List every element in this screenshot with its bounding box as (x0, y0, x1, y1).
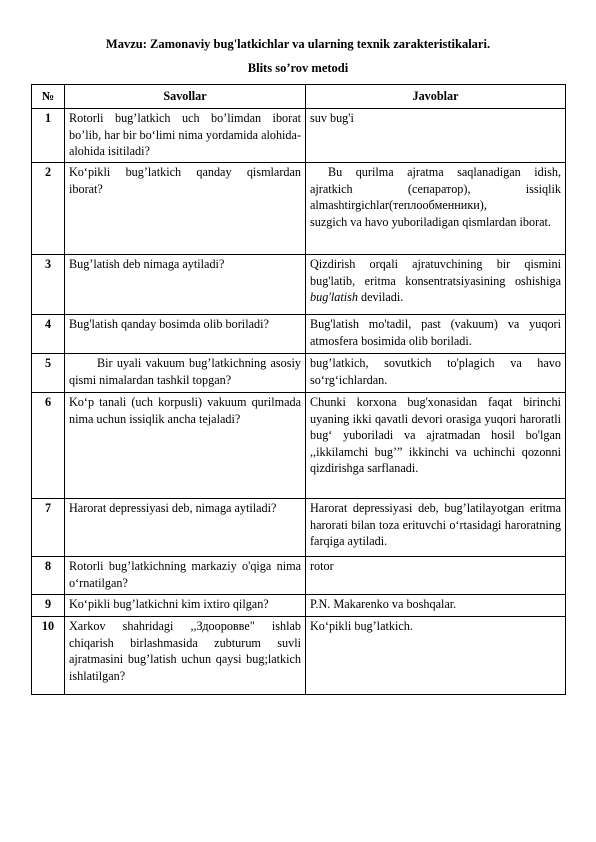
row-question: Ko‘p tanali (uch korpusli) vakuum qurilmada nima uchun issiqlik ancha tejaladi? (65, 393, 306, 499)
table-row (32, 499, 566, 557)
answer-line: Bu qurilma ajratma saqlanadigan idish, ajratkich (сепаратор), issiqlik almashtirgichlar(теплообменники), (310, 165, 561, 213)
row-question: Bir uyali vakuum bug’latkichning asosiy qismi nimalardan tashkil topgan? (65, 354, 306, 393)
row-answer: Bug'latish mo'tadil, past (vakuum) va yuqori atmosfera bosimida olib boriladi. (306, 315, 566, 354)
table-row (32, 163, 566, 255)
row-answer (306, 163, 566, 255)
row-question: Rotorli bug’latkich uch bo’limdan iborat bo’lib, har bir bo‘limi nima yordamida alohida-alohida isitiladi? (65, 109, 306, 163)
answer-text: Qizdirish orqali ajratuvchining bir qismini bug'latib, eritma konsentratsiyasining oshishiga (310, 257, 561, 288)
table-row (32, 557, 566, 595)
table-row (32, 255, 566, 315)
row-number: 9 (32, 595, 65, 617)
row-answer: Chunki korxona bug'xonasidan faqat birinchi uyaning ikki qavatli devori orasiga yuqori haroratli bug‘ yuboriladi va ajratmadan hosil bo'lgan ,,ikkilamchi bug’” ikkinchi va uchinchi qozonni qizdirishga sarflanadi. (306, 393, 566, 499)
row-question: Ko‘pikli bug’latkich qanday qismlardan iborat? (65, 163, 306, 255)
row-number: 3 (32, 255, 65, 315)
table-row (32, 354, 566, 393)
row-question: Bug'latish qanday bosimda olib boriladi? (65, 315, 306, 354)
row-number: 8 (32, 557, 65, 595)
header-number: № (32, 85, 65, 109)
document-subtitle: Blits so’rov metodi (247, 61, 349, 75)
row-answer: P.N. Makarenko va boshqalar. (306, 595, 566, 617)
row-number: 2 (32, 163, 65, 255)
answer-line: suzgich va havo yuboriladigan qismlardan iborat. (310, 214, 551, 229)
header-questions: Savollar (65, 85, 306, 109)
row-number: 10 (32, 617, 65, 695)
row-answer: rotor (306, 557, 566, 595)
row-number: 4 (32, 315, 65, 354)
answer-text: deviladi. (357, 290, 404, 305)
table-row (32, 617, 566, 695)
table-row (32, 109, 566, 163)
row-question: Xarkov shahridagi ,,Здоороввe" ishlab chiqarish birlashmasida zubturum suvli ajratmasini bug’latish uchun qaysi bug;latkich ishlatilgan? (65, 617, 306, 695)
document-title: Mavzu: Zamonaviy bug'latkichlar va ularning texnik zarakteristikalari. (105, 37, 491, 51)
row-question: Harorat depressiyasi deb, nimaga aytiladi? (65, 499, 306, 557)
table-row (32, 393, 566, 499)
row-number: 7 (32, 499, 65, 557)
row-answer: bug’latkich, sovutkich to'plagich va havo so‘rg‘ichlardan. (306, 354, 566, 393)
row-question: Rotorli bug’latkichning markaziy o'qiga nima o‘rnatilgan? (65, 557, 306, 595)
row-number: 5 (32, 354, 65, 393)
header-answers: Javoblar (306, 85, 566, 109)
row-number: 1 (32, 109, 65, 163)
row-answer: Ko‘pikli bug’latkich. (306, 617, 566, 695)
row-answer (306, 255, 566, 315)
qa-table (31, 84, 566, 695)
row-answer: Harorat depressiyasi deb, bug’latilayotgan eritma harorati bilan toza erituvchi o‘rtasidagi haroratning farqiga aytiladi. (306, 499, 566, 557)
row-question: Ko‘pikli bug’latkichni kim ixtiro qilgan? (65, 595, 306, 617)
row-answer: suv bug'i (306, 109, 566, 163)
table-row (32, 595, 566, 617)
row-question: Bug’latish deb nimaga aytiladi? (65, 255, 306, 315)
table-row (32, 315, 566, 354)
answer-emphasis: bug'latish (310, 290, 358, 305)
row-number: 6 (32, 393, 65, 499)
table-header-row (32, 85, 566, 109)
